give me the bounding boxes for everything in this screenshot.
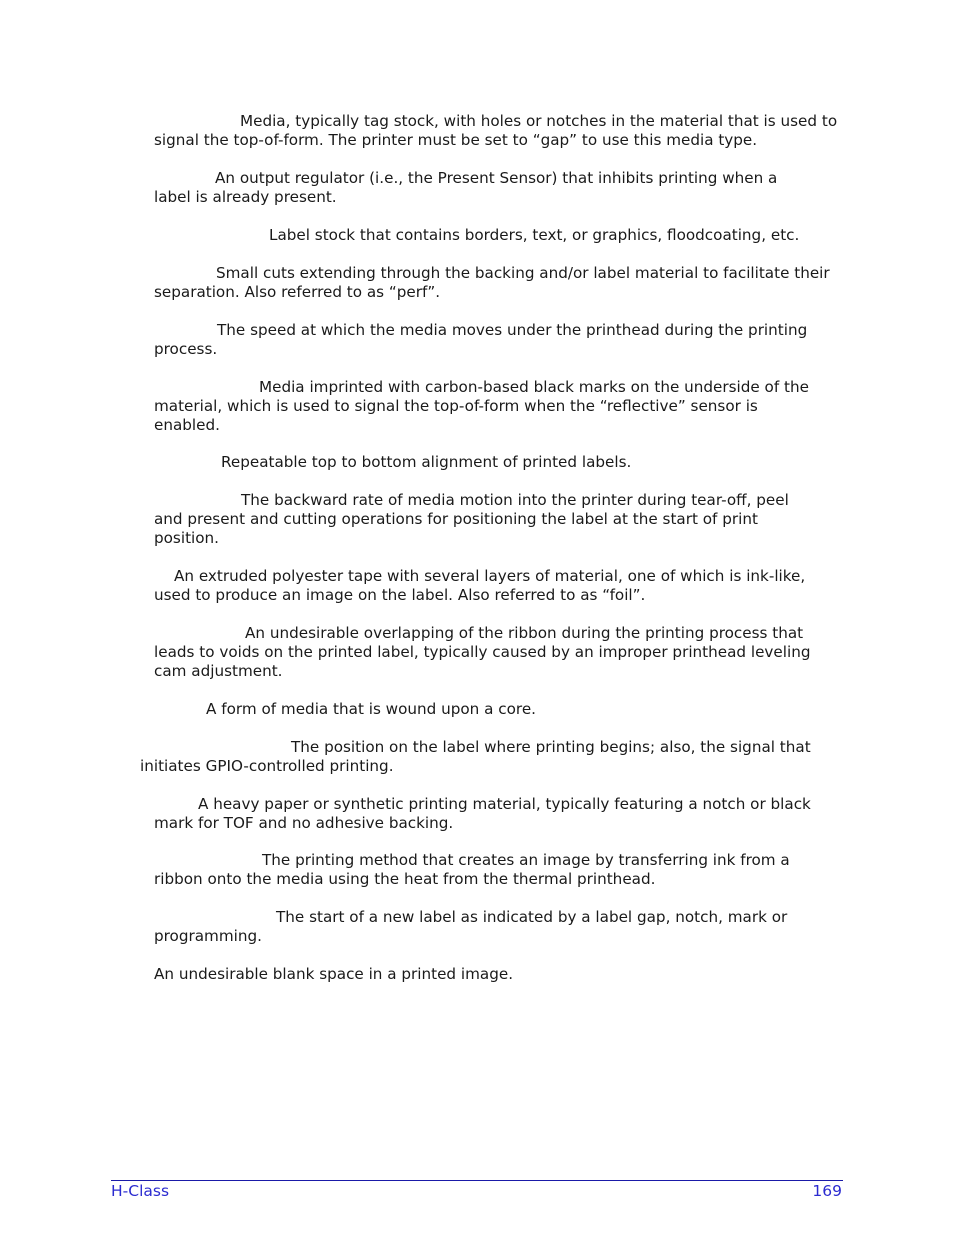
glossary-entry <box>140 738 842 776</box>
entry-rest: label is already present. <box>154 188 337 206</box>
entry-first-line: The speed at which the media moves under the printhead during the printing <box>217 321 808 339</box>
glossary-entry <box>154 169 814 207</box>
entry-rest: their separation. Also referred to as “perf”. <box>154 264 830 301</box>
glossary-entry <box>154 491 822 548</box>
entry-first-line: An output regulator (i.e., the Present Sensor) that inhibits printing when a <box>215 169 778 187</box>
entry-first-line: A form of media that is wound upon a core. <box>206 700 536 718</box>
glossary-entry <box>154 321 842 359</box>
entry-first-line: The backward rate of media motion into the printer during tear-off, peel <box>241 491 789 509</box>
footer-page-number: 169 <box>812 1182 842 1200</box>
entry-rest: and present and cutting operations for positioning the label at the start of print position. <box>154 510 758 547</box>
footer-divider <box>111 1180 843 1181</box>
glossary-entry <box>154 378 826 435</box>
entry-first-line: An undesirable overlapping of the ribbon during the printing process that <box>245 624 804 642</box>
entry-first-line: Label stock that contains borders, text, or graphics, floodcoating, etc. <box>269 226 800 244</box>
entry-first-line: An extruded polyester tape with several layers of material, one of which is ink-like, <box>174 567 806 585</box>
footer-product-name: H-Class <box>111 1182 170 1200</box>
entry-first-line: A heavy paper or synthetic printing material, typically featuring a notch or black <box>198 795 811 813</box>
entry-first-line: The printing method that creates an image by transferring ink from a <box>262 851 790 869</box>
entry-first-line: The start of a new label as indicated by a label gap, notch, mark or <box>276 908 788 926</box>
entry-rest: initiates GPIO-controlled printing. <box>140 757 394 775</box>
entry-rest: used to produce an image on the label. Also referred to as “foil”. <box>154 586 646 604</box>
entry-rest: mark for TOF and no adhesive backing. <box>154 814 454 832</box>
glossary-entry <box>154 700 842 719</box>
glossary-entry <box>154 965 842 984</box>
entry-first-line: Small cuts extending through the backing and/or label material to facilitate <box>216 264 790 282</box>
entry-first-line: The position on the label where printing begins; also, the signal that <box>291 738 811 756</box>
glossary-entry <box>154 112 842 150</box>
glossary-entry <box>154 226 842 245</box>
entry-first-line: Media, typically tag stock, with holes or notches in the material that is used <box>240 112 818 130</box>
glossary-entry <box>154 851 842 889</box>
entry-rest: to signal the top-of-form. The printer must be set to “gap” to use this media type. <box>154 112 838 149</box>
entry-rest: process. <box>154 340 218 358</box>
glossary-entry <box>154 567 842 605</box>
entry-rest: material, which is used to signal the top-of-form when the “reflective” sensor is enabled. <box>154 397 758 434</box>
entry-first-line: An undesirable blank space in a printed image. <box>154 965 514 983</box>
entry-rest: programming. <box>154 927 262 945</box>
glossary-entry <box>154 908 842 946</box>
entry-rest: ribbon onto the media using the heat from the thermal printhead. <box>154 870 656 888</box>
glossary-entry <box>154 453 842 472</box>
glossary-entry <box>154 264 842 302</box>
glossary-entry <box>154 624 834 681</box>
entry-rest: leads to voids on the printed label, typically caused by an improper printhead leveling cam adjustment. <box>154 643 811 680</box>
entry-first-line: Media imprinted with carbon-based black marks on the underside of the <box>259 378 809 396</box>
glossary-entry <box>154 795 842 833</box>
entry-first-line: Repeatable top to bottom alignment of printed labels. <box>221 453 632 471</box>
